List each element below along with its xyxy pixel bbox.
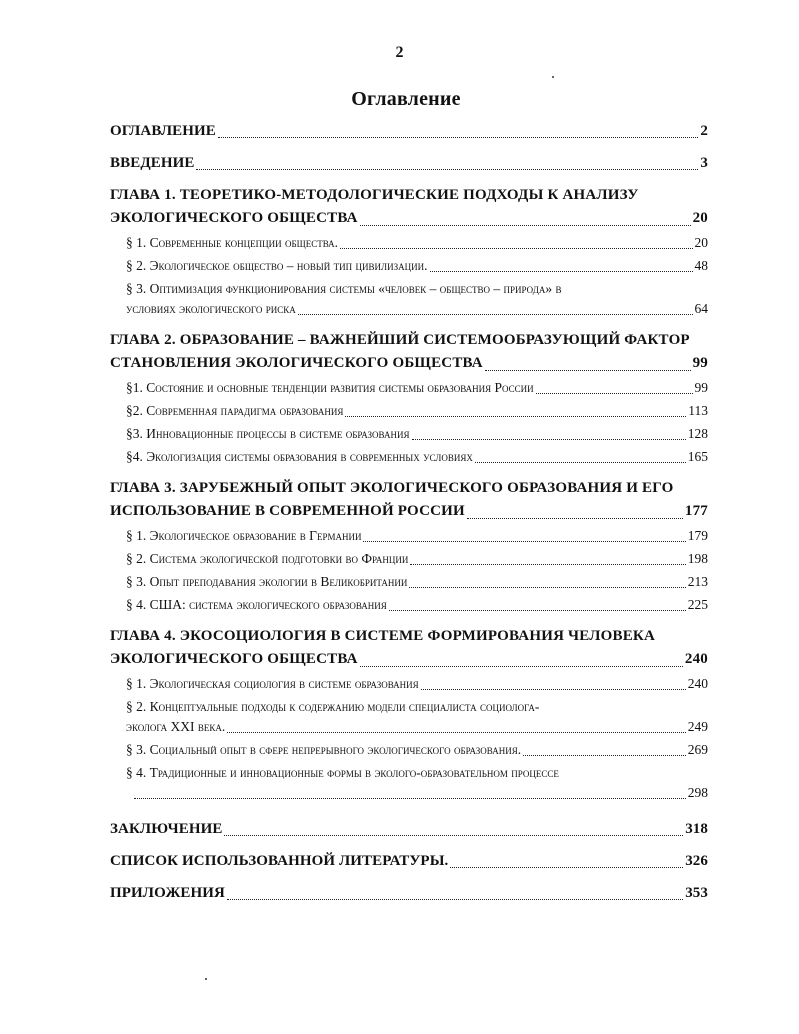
section-4-4[interactable] [126,763,708,803]
dot-leader [360,666,683,667]
toc-title: Оглавление [351,88,461,110]
page-number: 2 [395,44,404,61]
entry-page: 3 [700,155,708,171]
chapter-1[interactable] [110,184,708,230]
section-page: 198 [687,551,708,566]
chapter-3-sections [110,526,708,615]
dot-leader [450,867,683,868]
section-title: §3. Инновационные процессы в системе образования [126,426,410,441]
chapter-3[interactable] [110,477,708,523]
section-page: 213 [687,574,708,589]
section-title: § 2. Экологическое общество – новый тип цивилизации. [126,258,428,273]
chapter-2[interactable] [110,329,708,375]
dot-leader [410,564,685,565]
chapter-title-line2: ЭКОЛОГИЧЕСКОГО ОБЩЕСТВА [110,651,358,667]
section-1-2[interactable] [126,256,708,276]
section-page: 165 [687,449,708,464]
dot-leader [523,755,686,756]
dot-leader [224,835,683,836]
dot-leader [430,271,693,272]
dot-leader [421,689,686,690]
toc-entry-contents[interactable] [110,120,708,142]
section-title: § 3. Опыт преподавания экологии в Великобритании [126,574,408,589]
chapter-title-line1: ГЛАВА 1. ТЕОРЕТИКО-МЕТОДОЛОГИЧЕСКИЕ ПОДХОДЫ К АНАЛИЗУ [110,187,639,203]
dot-leader [298,314,693,315]
scan-speck [552,76,554,78]
section-title: § 2. Система экологической подготовки во Франции [126,551,409,566]
section-page: 20 [694,235,708,250]
chapter-title-line1: ГЛАВА 2. ОБРАЗОВАНИЕ – ВАЖНЕЙШИЙ СИСТЕМООБРАЗУЮЩИЙ ФАКТОР [110,332,690,348]
chapter-title-line1: ГЛАВА 4. ЭКОСОЦИОЛОГИЯ В СИСТЕМЕ ФОРМИРОВАНИЯ ЧЕЛОВЕКА [110,628,656,644]
dot-leader [412,439,686,440]
section-3-2[interactable] [126,549,708,569]
dot-leader [345,416,686,417]
section-3-3[interactable] [126,572,708,592]
section-4-2[interactable] [126,697,708,737]
section-title: § 1. Современные концепции общества. [126,235,339,250]
table-of-contents [110,120,708,904]
chapter-title-line2: ЭКОЛОГИЧЕСКОГО ОБЩЕСТВА [110,210,358,226]
section-2-3[interactable] [126,424,708,444]
dot-leader [389,610,686,611]
section-title: § 4. США: система экологического образования [126,597,387,612]
section-title: § 2. Концептуальные подходы к содержанию модели специалиста социолога- [126,699,540,714]
chapter-1-sections [110,233,708,319]
chapter-2-sections [110,378,708,467]
toc-entry-bibliography[interactable] [110,850,708,872]
section-2-1[interactable] [126,378,708,398]
section-page: 179 [687,528,708,543]
entry-page: 353 [685,885,708,901]
section-title: §4. Экологизация системы образования в современных условиях [126,449,473,464]
chapter-title-line2: СТАНОВЛЕНИЯ ЭКОЛОГИЧЕСКОГО ОБЩЕСТВА [110,355,483,371]
entry-page: 326 [685,853,708,869]
section-page: 269 [687,742,708,757]
chapter-4-sections [110,674,708,803]
chapter-page: 99 [692,355,708,371]
section-page: 240 [687,676,708,691]
entry-label: ПРИЛОЖЕНИЯ [110,885,225,901]
entry-label: ВВЕДЕНИЕ [110,155,195,171]
section-page: 128 [687,426,708,441]
toc-entry-introduction[interactable] [110,152,708,174]
section-1-3[interactable] [126,279,708,319]
toc-entry-conclusion[interactable] [110,818,708,840]
dot-leader [134,798,686,799]
chapter-page: 177 [684,503,708,519]
toc-entry-appendix[interactable] [110,882,708,904]
section-title: § 1. Экологическая социология в системе образования [126,676,419,691]
scan-speck [205,978,207,980]
dot-leader [196,169,698,170]
dot-leader [475,462,686,463]
chapter-page: 20 [692,210,708,226]
section-title: §2. Современная парадигма образования [126,403,344,418]
section-4-1[interactable] [126,674,708,694]
section-title: § 4. Традиционные и инновационные формы в эколого-образовательном процессе [126,765,559,780]
entry-page: 318 [685,821,708,837]
section-page: 99 [694,380,708,395]
section-title-continued: эколога XXI века. [126,719,226,734]
section-3-4[interactable] [126,595,708,615]
dot-leader [409,587,685,588]
chapter-title-line2: ИСПОЛЬЗОВАНИЕ В СОВРЕМЕННОЙ РОССИИ [110,503,465,519]
section-3-1[interactable] [126,526,708,546]
section-page: 113 [688,403,708,418]
chapter-page: 240 [684,651,708,667]
section-title: § 1. Экологическое образование в Германии [126,528,362,543]
section-4-3[interactable] [126,740,708,760]
entry-label: ОГЛАВЛЕНИЕ [110,123,216,139]
section-page: 249 [687,719,708,734]
dot-leader [227,732,686,733]
section-page: 48 [694,258,708,273]
section-title: §1. Состояние и основные тенденции развития системы образования России [126,380,534,395]
dot-leader [363,541,685,542]
section-title: § 3. Оптимизация функционирования системы «человек – общество – природа» в [126,281,562,296]
chapter-4[interactable] [110,625,708,671]
entry-label: СПИСОК ИСПОЛЬЗОВАННОЙ ЛИТЕРАТУРЫ. [110,853,449,869]
section-title: § 3. Социальный опыт в сфере непрерывного экологического образования. [126,742,522,757]
dot-leader [218,137,698,138]
entry-label: ЗАКЛЮЧЕНИЕ [110,821,223,837]
section-page: 298 [687,785,708,800]
chapter-title-line1: ГЛАВА 3. ЗАРУБЕЖНЫЙ ОПЫТ ЭКОЛОГИЧЕСКОГО ОБРАЗОВАНИЯ И ЕГО [110,480,674,496]
section-title-continued: условиях экологического риска [126,301,296,316]
dot-leader [227,899,683,900]
dot-leader [485,370,691,371]
section-page: 64 [694,301,708,316]
dot-leader [536,393,693,394]
dot-leader [360,225,691,226]
dot-leader [340,248,692,249]
section-2-2[interactable] [126,401,708,421]
dot-leader [467,518,683,519]
section-1-1[interactable] [126,233,708,253]
section-2-4[interactable] [126,447,708,467]
section-page: 225 [687,597,708,612]
entry-page: 2 [700,123,708,139]
